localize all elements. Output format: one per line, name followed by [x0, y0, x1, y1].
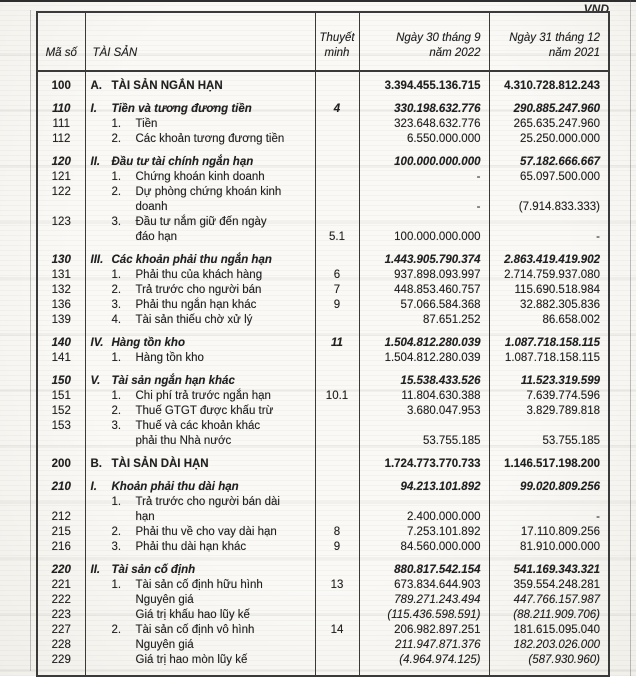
row-note-ref [315, 351, 359, 366]
table-row [37, 593, 609, 608]
row-code: 136 [37, 298, 85, 313]
row-value-2021: 2.863.419.419.902 [504, 254, 600, 266]
row-value-2022: 6.550.000.000 [359, 132, 489, 147]
row-code: 200 [37, 449, 85, 472]
row-note-ref: 13 [315, 578, 359, 593]
row-value-2021: 81.910.000.000 [520, 541, 600, 553]
row-prefix: 1. [111, 496, 122, 508]
row-label-text: Tài sản thiếu chờ xử lý [135, 314, 253, 326]
row-code: 120 [37, 147, 85, 170]
row-label [85, 71, 315, 94]
row-code: 100 [37, 71, 85, 94]
row-label [85, 472, 315, 495]
row-label [85, 147, 315, 170]
row-value-2022: 100.000.000.000 [359, 215, 489, 245]
row-value-2022: 673.834.644.903 [359, 578, 489, 593]
table-row [37, 578, 609, 593]
row-note-ref [315, 170, 359, 185]
row-value-2022: 330.198.632.776 [359, 94, 489, 117]
row-value-2022: 211.947.871.376 [359, 638, 489, 653]
col-header-code: Mã số [37, 12, 85, 71]
row-note-ref [315, 495, 359, 525]
row-label [85, 313, 315, 328]
row-value-2021: 17.110.809.256 [520, 526, 600, 538]
row-label [85, 389, 315, 404]
table-row [37, 419, 609, 449]
row-value-2021: 57.182.666.667 [520, 156, 600, 168]
row-value-2022: 57.066.584.368 [359, 298, 489, 313]
row-value-2021: 86.658.002 [542, 314, 600, 326]
row-value-2022: - [359, 185, 489, 215]
row-value-2021: 182.203.026.000 [513, 639, 600, 651]
table-row [37, 555, 609, 578]
row-value-2021: 265.635.247.960 [513, 118, 600, 130]
row-value-2022: 1.443.905.790.374 [359, 245, 489, 268]
row-label [85, 328, 315, 351]
table-row [37, 653, 609, 676]
row-note-ref [315, 117, 359, 132]
row-label-text: TÀI SẢN DÀI HẠN [111, 458, 209, 470]
row-code: 131 [37, 268, 85, 283]
table-row [37, 366, 609, 389]
scan-artifact-left-line [30, 10, 31, 671]
row-note-ref [315, 653, 359, 676]
row-value-2022: 84.560.000.000 [359, 540, 489, 555]
row-label-text: Các khoản phải thu ngắn hạn [111, 254, 272, 266]
row-value-2022: - [359, 170, 489, 185]
row-code: 130 [37, 245, 85, 268]
row-value-2021: (88.211.909.706) [513, 609, 600, 621]
row-value-2022: 1.504.812.280.039 [359, 328, 489, 351]
table-row [37, 117, 609, 132]
row-value-2022: 94.213.101.892 [359, 472, 489, 495]
row-label [85, 555, 315, 578]
table-row [37, 245, 609, 268]
row-label-text: Thuế và các khoản khác [135, 420, 261, 432]
row-code: 229 [37, 653, 85, 676]
row-prefix: 1. [111, 352, 122, 364]
row-code: 222 [37, 593, 85, 608]
row-label-text: Tài sản ngắn hạn khác [111, 375, 235, 387]
row-label-text: Nguyên giá [135, 594, 194, 606]
row-value-2022: 448.853.460.757 [359, 283, 489, 298]
row-label-text: Tài sản cố định [111, 564, 196, 576]
table-row [37, 283, 609, 298]
row-label-text: hạn [135, 511, 155, 523]
scan-artifact-right-line [630, 0, 631, 676]
row-note-ref: 8 [315, 525, 359, 540]
row-code: 111 [37, 117, 85, 132]
row-value-2022: 3.394.455.136.715 [359, 71, 489, 94]
table-header [37, 12, 609, 71]
row-code: 212 [37, 495, 85, 525]
col-header-period-2022: Ngày 30 tháng 9 năm 2022 [359, 12, 489, 71]
row-note-ref: 9 [315, 540, 359, 555]
row-label-text: Phải thu dài hạn khác [135, 541, 247, 553]
row-label [85, 449, 315, 472]
row-value-2021: - [596, 511, 600, 523]
row-prefix: I. [90, 103, 97, 115]
table-body [37, 71, 609, 676]
row-value-2022: 2.400.000.000 [359, 495, 489, 525]
row-label [85, 623, 315, 638]
row-note-ref [315, 555, 359, 578]
row-note-ref [315, 419, 359, 449]
row-code: 210 [37, 472, 85, 495]
row-label [85, 268, 315, 283]
row-label-text: Trả trước cho người bán [135, 284, 262, 296]
row-note-ref [315, 313, 359, 328]
row-prefix: 3. [111, 299, 122, 311]
row-value-2022: 206.982.897.251 [359, 623, 489, 638]
table-row [37, 351, 609, 366]
balance-sheet-table [36, 11, 610, 677]
row-code: 123 [37, 215, 85, 245]
table-row [37, 185, 609, 215]
row-prefix: 2. [111, 133, 122, 145]
row-label [85, 638, 315, 653]
table-row [37, 147, 609, 170]
row-code: 151 [37, 389, 85, 404]
row-label-text: Tiền và tương đương tiền [111, 103, 252, 115]
row-value-2022: 323.648.632.776 [359, 117, 489, 132]
row-label [85, 215, 315, 245]
row-code: 110 [37, 94, 85, 117]
table-row [37, 132, 609, 147]
row-code: 221 [37, 578, 85, 593]
row-value-2022: 7.253.101.892 [359, 525, 489, 540]
row-code: 121 [37, 170, 85, 185]
row-value-2021: 1.087.718.158.115 [504, 352, 600, 364]
row-code: 223 [37, 608, 85, 623]
row-value-2021: 65.097.500.000 [520, 171, 600, 183]
row-prefix: 2. [111, 186, 122, 198]
row-label [85, 540, 315, 555]
row-label-text: Giá trị khấu hao lũy kế [135, 609, 250, 621]
row-label-text: Phải thu về cho vay dài hạn [135, 526, 277, 538]
row-label-text: Hàng tồn kho [111, 337, 185, 349]
row-label [85, 366, 315, 389]
top-rule-divider [0, 0, 636, 2]
table-row [37, 638, 609, 653]
row-value-2021: 99.020.809.256 [520, 481, 600, 493]
row-value-2021: 32.882.305.836 [520, 299, 600, 311]
table-row [37, 449, 609, 472]
row-label [85, 495, 315, 525]
row-prefix: V. [90, 375, 101, 387]
row-value-2021: 11.523.319.599 [520, 375, 600, 387]
row-value-2021: - [596, 231, 600, 243]
table-row [37, 298, 609, 313]
row-label [85, 404, 315, 419]
row-value-2021: 115.690.518.984 [514, 284, 600, 296]
col-header-notes: Thuyết minh [315, 12, 359, 71]
row-value-2022: 100.000.000.000 [359, 147, 489, 170]
row-value-2021: 7.639.774.596 [526, 390, 600, 402]
row-code: 153 [37, 419, 85, 449]
row-label [85, 525, 315, 540]
row-note-ref [315, 245, 359, 268]
table-row [37, 623, 609, 638]
row-label-text: TÀI SẢN NGẮN HẠN [111, 80, 223, 92]
row-value-2021: 181.615.095.040 [513, 624, 600, 636]
row-label [85, 298, 315, 313]
row-label [85, 351, 315, 366]
row-value-2021: 541.169.343.321 [513, 564, 600, 576]
row-label-text: Các khoản tương đương tiền [135, 133, 285, 145]
row-label-text: Giá trị hao mòn lũy kế [135, 654, 248, 666]
row-value-2022: 1.724.773.770.733 [359, 449, 489, 472]
row-label [85, 419, 315, 449]
row-value-2021: 4.310.728.812.243 [504, 80, 600, 92]
row-value-2021: 359.554.248.281 [513, 579, 600, 591]
row-label [85, 185, 315, 215]
row-code: 139 [37, 313, 85, 328]
table-row [37, 215, 609, 245]
row-prefix: 1. [111, 269, 122, 281]
row-value-2021: 2.714.759.937.080 [504, 269, 600, 281]
row-prefix: III. [90, 254, 104, 266]
row-value-2021: 53.755.185 [542, 435, 600, 447]
table-row [37, 389, 609, 404]
row-prefix: I. [90, 481, 97, 493]
row-label [85, 132, 315, 147]
row-label [85, 283, 315, 298]
table-row [37, 540, 609, 555]
row-value-2022: 3.680.047.953 [359, 404, 489, 419]
row-prefix: IV. [90, 337, 104, 349]
row-code: 112 [37, 132, 85, 147]
row-prefix: 3. [111, 541, 122, 553]
table-row [37, 472, 609, 495]
row-label-text: Thuế GTGT được khấu trừ [135, 405, 274, 417]
row-label [85, 117, 315, 132]
row-note-ref: 5.1 [315, 215, 359, 245]
row-note-ref [315, 404, 359, 419]
row-prefix: 2. [111, 405, 122, 417]
row-value-2021: 1.146.517.198.200 [504, 458, 600, 470]
row-value-2022: 937.898.093.997 [359, 268, 489, 283]
row-note-ref: 6 [315, 268, 359, 283]
row-prefix: 1. [111, 118, 122, 130]
row-value-2021: 3.829.789.818 [526, 405, 600, 417]
row-note-ref [315, 366, 359, 389]
row-code: 227 [37, 623, 85, 638]
row-label [85, 245, 315, 268]
row-label-text: Dự phòng chứng khoán kinh [135, 186, 282, 198]
row-label-text: Tài sản cố định hữu hình [135, 579, 263, 591]
row-label-text: Phải thu của khách hàng [135, 269, 263, 281]
row-value-2022: 880.817.542.154 [359, 555, 489, 578]
row-label-text: Khoản phải thu dài hạn [111, 481, 239, 493]
row-code: 150 [37, 366, 85, 389]
row-prefix: 1. [111, 171, 122, 183]
table-row [37, 94, 609, 117]
row-value-2022: 87.651.252 [359, 313, 489, 328]
table-row [37, 268, 609, 283]
row-note-ref: 10.1 [315, 389, 359, 404]
row-prefix: 2. [111, 284, 122, 296]
row-prefix: 2. [111, 526, 122, 538]
row-note-ref [315, 147, 359, 170]
row-note-ref [315, 449, 359, 472]
row-note-ref [315, 71, 359, 94]
row-note-ref [315, 608, 359, 623]
row-code: 220 [37, 555, 85, 578]
row-prefix: 1. [111, 390, 122, 402]
table-row [37, 404, 609, 419]
row-value-2021: 25.250.000.000 [520, 133, 600, 145]
col-header-assets: TÀI SẢN [85, 12, 315, 71]
row-value-2021: (7.914.833.333) [518, 201, 600, 213]
row-prefix: A. [90, 80, 102, 92]
row-value-2022: 15.538.433.526 [359, 366, 489, 389]
row-value-2022: (4.964.974.125) [359, 653, 489, 676]
row-label-text: phải thu Nhà nước [135, 435, 232, 447]
row-value-2022: 1.504.812.280.039 [359, 351, 489, 366]
row-label-text: Tiền [135, 118, 158, 130]
table-row [37, 495, 609, 525]
row-prefix: II. [90, 564, 101, 576]
row-prefix: 3. [111, 420, 122, 432]
row-value-2021: 447.766.157.987 [513, 594, 600, 606]
row-code: 216 [37, 540, 85, 555]
row-label [85, 578, 315, 593]
row-note-ref: 7 [315, 283, 359, 298]
row-prefix: B. [90, 458, 102, 470]
row-note-ref: 14 [315, 623, 359, 638]
row-label-text: Chứng khoán kinh doanh [135, 171, 265, 183]
row-label [85, 608, 315, 623]
row-code: 215 [37, 525, 85, 540]
row-code: 140 [37, 328, 85, 351]
currency-unit-label: VND [583, 2, 609, 16]
row-code: 228 [37, 638, 85, 653]
row-note-ref [315, 132, 359, 147]
col-header-period-2021: Ngày 31 tháng 12 năm 2021 [489, 12, 609, 71]
row-code: 141 [37, 351, 85, 366]
row-label-text: doanh [135, 201, 168, 213]
row-label-text: Đầu tư nắm giữ đến ngày [135, 216, 267, 228]
row-label [85, 94, 315, 117]
row-value-2022: 53.755.185 [359, 419, 489, 449]
row-value-2022: 789.271.243.494 [359, 593, 489, 608]
table-row [37, 525, 609, 540]
table-row [37, 328, 609, 351]
row-code: 122 [37, 185, 85, 215]
row-prefix: 2. [111, 624, 122, 636]
row-note-ref: 9 [315, 298, 359, 313]
row-label-text: Tài sản cố định vô hình [135, 624, 255, 636]
table-row [37, 608, 609, 623]
row-value-2022: 11.804.630.388 [359, 389, 489, 404]
row-value-2022: (115.436.598.591) [359, 608, 489, 623]
row-prefix: 4. [111, 314, 122, 326]
table-row [37, 71, 609, 94]
row-value-2021: (587.930.960) [528, 654, 600, 666]
row-label [85, 653, 315, 676]
table-row [37, 170, 609, 185]
row-label [85, 593, 315, 608]
row-note-ref: 11 [315, 328, 359, 351]
row-value-2021: 290.885.247.960 [513, 103, 600, 115]
row-code: 132 [37, 283, 85, 298]
row-label-text: Đầu tư tài chính ngắn hạn [111, 156, 254, 168]
row-note-ref [315, 638, 359, 653]
row-label-text: Phải thu ngắn hạn khác [135, 299, 257, 311]
row-label-text: Trả trước cho người bán dài [135, 496, 280, 508]
row-label-text: Nguyên giá [135, 639, 194, 651]
row-label-text: đáo hạn [135, 231, 178, 243]
table-row [37, 313, 609, 328]
row-code: 152 [37, 404, 85, 419]
row-value-2021: 1.087.718.158.115 [504, 337, 600, 349]
row-note-ref: 4 [315, 94, 359, 117]
row-label-text: Chi phí trả trước ngắn hạn [135, 390, 271, 402]
row-label-text: Hàng tồn kho [135, 352, 204, 364]
row-prefix: 3. [111, 216, 122, 228]
row-note-ref [315, 472, 359, 495]
row-prefix: 1. [111, 579, 122, 591]
row-note-ref [315, 593, 359, 608]
row-prefix: II. [90, 156, 101, 168]
row-note-ref [315, 185, 359, 215]
row-label [85, 170, 315, 185]
